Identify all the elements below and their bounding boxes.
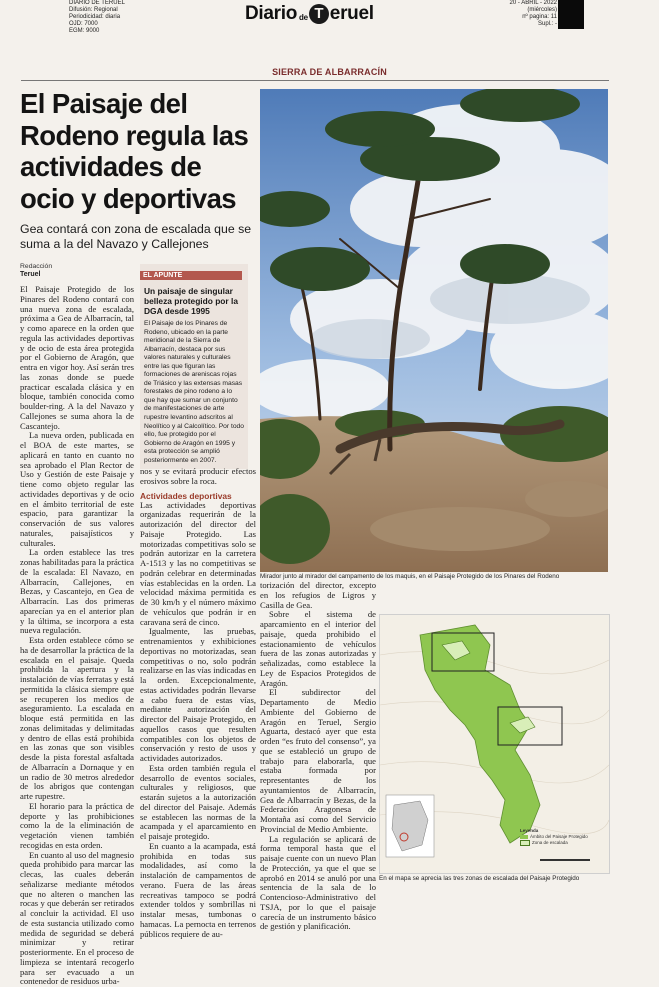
paragraph: El subdirector del Departamento de Medio Ambiente del Gobierno de Aragón en Teruel, Sergio Aguarta, destacó ayer que esta orden “es fruto del consenso”, ya que se estableció un grupo de trabajo para elaborarla, que estaba formada por representantes de los ayuntamientos de Albarracín, Gea de Albarracín y Bezas, de la Federación Aragonesa de Montaña así como del Servicio Provincial de Medio Ambiente. [260,688,376,834]
legend-swatch-area [520,835,528,839]
article-column-1 [20,285,134,987]
apunte-title: Un paisaje de singular belleza protegido por la DGA desde 1995 [144,286,244,316]
paragraph: torización del director, excepto en los refugios de Ligros y Casilla de Gea. [260,581,376,610]
paragraph: En cuanto al uso del magnesio queda prohibido para marcar las clecas, las cuales deberán señalizarse mediante métodos que no alteren o manchen las rocas y que deberán ser retirados al concluir la actividad. El uso de esta sustancia utilizado como medida de seguridad se deberá minimizar y retirar posteriormente. En el proceso de limpieza se intentará recogerlo para ser evacuado a un contenedor de residuos urba- [20,851,134,987]
apunte-box [140,264,248,469]
newspaper-logo [245,3,374,25]
landscape-photo [260,89,608,572]
paragraph: En cuanto a la acampada, está prohibida en todas sus modalidades, así como la instalación de campamentos de verano. Fuera de las áreas recreativas tampoco se podrá extender toldos y sombrillas ni instalar mesas, tumbonas o hamacas. La pernocta en terrenos públicos requiere de au- [140,842,256,940]
logo-t-circle: T [309,4,329,24]
paragraph: El Paisaje Protegido de los Pinares del Rodeno contará con una nueva zona de escalada, próxima a Gea de Albarracín, tal y como aparece en la orden que regula las actividades deportivas y de ocio de esta área protegida por el Gobierno de Aragón, que entra en vigor hoy. Así serán tres las zonas donde se puede practicar escalada clásica y en bloque, también conocida como boulder-ring. A la del Navazo y Callejones se suma ahora la de Cascantejo. [20,285,134,431]
headline: El Paisaje del Rodeno regula las actividades de ocio y deportivas [20,88,256,214]
legend-label: Zona de escalada [532,840,568,845]
paragraph: Igualmente, las pruebas, entrenamientos y exhibiciones deportivas no motorizadas, sean competitivas o no, solo podrán realizarse en las vías indicadas en la orden. Excepcionalmente, estas actividades podrán llevarse a cabo fuera de estas vías, mediante autorización del director del Paisaje Protegido, en aquellos casos que resulten compatibles con los objetos de conservación y resto de usos y actividades autorizados. [140,627,256,764]
legend-title: Leyenda [520,828,600,834]
map-caption: En el mapa se aprecia las tres zonas de escalada del Paisaje Protegido [379,875,608,882]
paragraph: Esta orden establece cómo se ha de desarrollar la práctica de la escalada en el paisaje. Queda prohibida la apertura y la instalación de vías ferratas y está permitida la clásica siempre que se recuperen los medios de aseguramiento. La escalada en bloque está permitida en las zonas delimitadas y delimitadas y dentro de ellas está prohibida en las zonas que son visibles desde la pista forestal asfaltada de Albarracín a Dornaque y en un radio de 30 metros alrededor de los abrigos que contengan arte rupestre. [20,636,134,802]
logo-diario: Diario [245,3,297,25]
page-number: nº pagina: 11 [505,14,557,21]
byline [20,263,52,279]
paragraph: Esta orden también regula el desarrollo de eventos sociales, culturales y religiosos, que estarán sujetos a la autorización del director del Paisaje. Además se establecen las normas de la acampada y el aparcamiento en el paisaje protegido. [140,764,256,842]
logo-rest: eruel [330,3,374,25]
logo-de: de [299,13,308,22]
section-subheading: Actividades deportivas [140,491,256,501]
paragraph: La nueva orden, publicada en el BOA de este martes, se aplicará en tanto en cuanto no sea aprobado el Plan Rector de Uso y Gestión de este Paisaje y tiene como objeto regular las actividades deportivas y de ocio en el ámbito territorial de este espacio, para garantizar la conservación de sus valores naturales, paisajísticos y culturales. [20,431,134,548]
paragraph: La regulación se aplicará de forma temporal hasta que el paisaje cuente con un nuevo Plan de Protección, ya que el que se aprobó en 2014 se anuló por una sentencia de la sala de lo Contencioso-Administrativo del TSJA, por lo que el paisaje carecía de un instrumento básico de gestión y planificación. [260,835,376,933]
byline-place: Teruel [20,271,52,279]
paragraph: La orden establece las tres zonas habilitadas para la práctica de la escalada: El Navazo, en Albarracín, Callejones, en Bezas, y Cascantejo, en Gea de Albarracín. Las dos primeras aparecían ya en el anterior plan y la última, se incorpora a esta nueva regulación. [20,548,134,636]
legend-item [520,840,600,846]
map-legend [520,828,600,846]
legend-label: Ámbito del Paisaje Protegido [530,834,588,839]
issue-weekday: (miércoles) [505,7,557,14]
paragraph: El horario para la práctica de deporte y las prohibiciones como la de la eliminación de vegetación vienen también recogidas en esta orden. [20,802,134,851]
apunte-tag: EL APUNTE [140,271,242,280]
article-column-2 [140,467,256,939]
section-label: SIERRA DE ALBARRACÍN [0,67,659,77]
legend-swatch-zone [520,840,530,846]
issue-date: 20 - ABRIL - 2022 [505,0,557,7]
paragraph: Sobre el sistema de aparcamiento en el interior del paisaje, queda prohibido el estacionamiento de vehículos fuera de las zonas autorizadas y señalizadas, como establece la Ley de Espacios Protegidos de Aragón. [260,610,376,688]
article-column-3 [260,581,376,932]
publication-name: DIARIO DE TERUEL [69,0,179,7]
paragraph: Las actividades deportivas organizadas requerirán de la autorización del director del Paisaje Protegido. Las motorizadas competitivas solo se podrán autorizar en la carretera A-1513 y las no competitivas se podrán celebrar en determinadas vías establecidas en la orden. La velocidad máxima permitida es de 30 km/h y el número máximo de vehículos que podrán ir en caravana será de cinco. [140,501,256,628]
subheadline: Gea contará con zona de escalada que se suma a la del Navazo y Callejones [20,222,256,252]
paragraph: nos y se evitará producir efectos erosivos sobre la roca. [140,467,256,487]
byline-role: Redacción [20,263,52,270]
publication-meta [69,0,179,35]
section-divider [21,80,609,81]
difusion-text: Difusión: Regional [69,7,179,14]
egm-text: EGM: 9000 [69,28,179,35]
apunte-body: El Paisaje de los Pinares de Rodeno, ubicado en la parte meridional de la Sierra de Albarracín, destaca por sus valores naturales y culturales entre las que figuran las formaciones de areniscas rojas de Triásico y las extensas masas forestales de pino rodeno a lo que hay que sumar un conjunto de manifestaciones de arte rupestre levantino adscritos al Neolítico y al Calcolítico. Por todo ello, fue protegido por el Gobierno de Aragón en 1995 y esta protección se amplió posteriormente en 2007. [144,320,244,465]
issue-meta [505,0,557,28]
supplement: Supl.: - [505,21,557,28]
ojd-text: OJD: 7000 [69,21,179,28]
redaction-box [558,0,584,29]
pine-forest-image [260,89,608,572]
periodicidad-text: Periodicidad: diaria [69,14,179,21]
photo-caption: Mirador junto al mirador del campamento de los maquis, en el Paisaje Protegido de los Pinares del Rodeno [260,573,609,580]
